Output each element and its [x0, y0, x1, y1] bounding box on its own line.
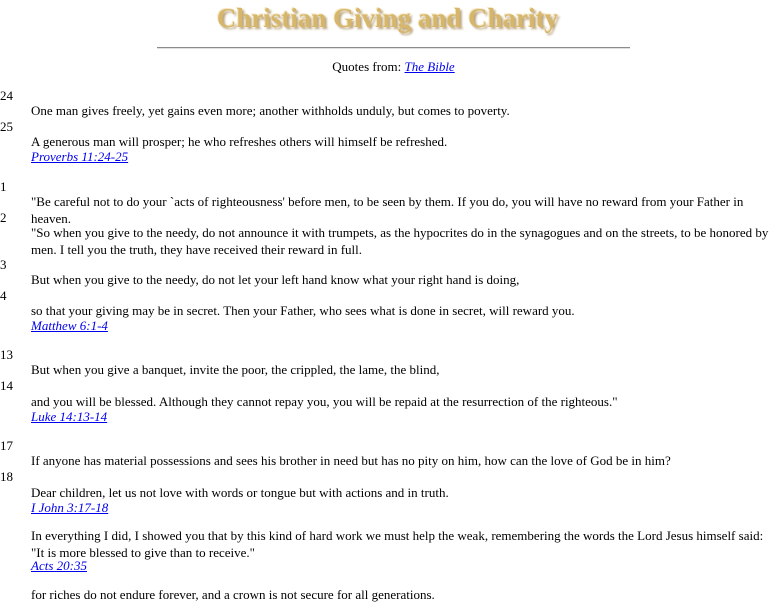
verse-number: 18	[0, 469, 13, 484]
verse-text: and you will be blessed. Although they cannot repay you, you will be repaid at the resurrection of the righteous."	[31, 394, 618, 409]
verse-number: 14	[0, 378, 13, 393]
verse-text: But when you give a banquet, invite the poor, the crippled, the lame, the blind,	[31, 362, 440, 377]
scripture-reference	[31, 558, 87, 574]
verse-number: 17	[0, 438, 13, 453]
verse-text: If anyone has material possessions and sees his brother in need but has no pity on him, how can the love of God be in him?	[31, 453, 671, 468]
reference-link[interactable]: Matthew 6:1-4	[31, 318, 108, 333]
verse-text: In everything I did, I showed you that by this kind of hard work we must help the weak, remembering the words the Lord Jesus himself said: "It is more blessed to give than to receive."	[31, 528, 764, 560]
verse-number: 1	[0, 179, 7, 194]
verse-text: One man gives freely, yet gains even more; another withholds unduly, but comes to poverty.	[31, 103, 510, 118]
verse-number: 2	[0, 210, 7, 225]
verse-text: "So when you give to the needy, do not announce it with trumpets, as the hypocrites do in the synagogues and on the streets, to be honored by men. I tell you the truth, they have received their reward in full.	[31, 225, 769, 257]
reference-link[interactable]: I John 3:17-18	[31, 500, 109, 515]
subtitle-prefix: Quotes from:	[332, 59, 402, 74]
verse-text: But when you give to the needy, do not let your left hand know what your right hand is doing,	[31, 272, 520, 287]
bible-link[interactable]: The Bible	[404, 59, 455, 74]
scripture-reference	[31, 318, 108, 334]
verse-text: for riches do not endure forever, and a crown is not secure for all generations.	[31, 587, 435, 602]
verse-number: 25	[0, 119, 13, 134]
reference-link[interactable]: Acts 20:35	[31, 558, 87, 573]
verse-number: 24	[0, 88, 13, 103]
verse-number: 13	[0, 347, 13, 362]
scripture-reference	[31, 500, 108, 516]
verse-number: 4	[0, 288, 7, 303]
verse-number: 3	[0, 257, 7, 272]
scripture-reference	[31, 149, 128, 165]
horizontal-rule	[157, 47, 630, 49]
subtitle	[0, 59, 775, 75]
verse-text: A generous man will prosper; he who refreshes others will himself be refreshed.	[31, 134, 448, 149]
verse-text: "Be careful not to do your `acts of righteousness' before men, to be seen by them. If you do, you will have no reward from your Father in heaven.	[31, 194, 744, 226]
verse-text: so that your giving may be in secret. Then your Father, who sees what is done in secret, will reward you.	[31, 303, 575, 318]
reference-link[interactable]: Proverbs 11:24-25	[31, 149, 129, 164]
verse-text: Dear children, let us not love with words or tongue but with actions and in truth.	[31, 485, 449, 500]
reference-link[interactable]: Luke 14:13-14	[31, 409, 108, 424]
page-title: Christian Giving and Charity	[216, 3, 559, 33]
scripture-reference	[31, 409, 107, 425]
